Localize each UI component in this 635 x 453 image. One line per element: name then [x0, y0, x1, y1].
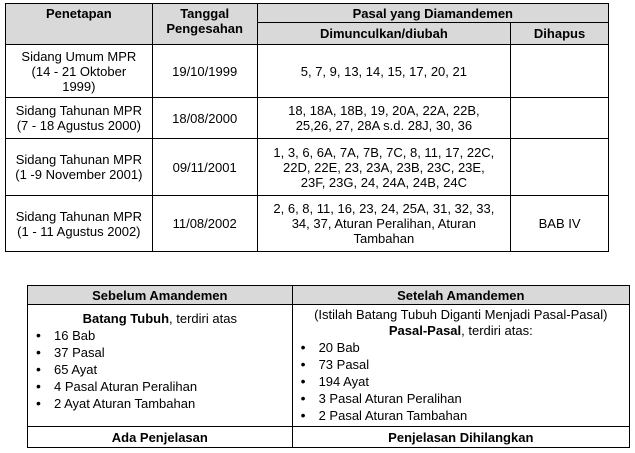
comparison-table [27, 285, 630, 448]
header-dimunculkan-diubah: Dimunculkan/diubah [257, 23, 511, 45]
table-row [6, 98, 609, 139]
before-lead [32, 311, 288, 327]
list-item: • 2 Ayat Aturan Tambahan [32, 395, 288, 412]
list-item: • 37 Pasal [32, 344, 288, 361]
after-list [297, 339, 625, 424]
cell-penetapan: Sidang Tahunan MPR (1 - 11 Agustus 2002) [6, 196, 153, 252]
list-item: • 20 Bab [297, 339, 625, 356]
cell-tanggal: 11/08/2002 [152, 196, 257, 252]
list-item: • 4 Pasal Aturan Peralihan [32, 378, 288, 395]
before-lead-rest: , terdiri atas [169, 311, 237, 326]
header-dihapus: Dihapus [511, 23, 609, 45]
cell-dimunculkan: 18, 18A, 18B, 19, 20A, 22A, 22B, 25,26, 27, 28A s.d. 28J, 30, 36 [257, 98, 511, 139]
list-item: • 73 Pasal [297, 356, 625, 373]
list-item: • 194 Ayat [297, 373, 625, 390]
cell-dimunculkan: 2, 6, 8, 11, 16, 23, 24, 25A, 31, 32, 33, 34, 37, Aturan Peralihan, Aturan Tambahan [257, 196, 511, 252]
header-setelah-amandemen: Setelah Amandemen [292, 286, 629, 305]
table-row [6, 45, 609, 98]
table-row [6, 196, 609, 252]
header-penetapan: Penetapan [6, 4, 153, 45]
after-lead-bold: Pasal-Pasal [388, 323, 462, 338]
list-item: • 65 Ayat [32, 361, 288, 378]
cell-tanggal: 19/10/1999 [152, 45, 257, 98]
before-list [32, 327, 288, 412]
list-item: • 2 Pasal Aturan Tambahan [297, 407, 625, 424]
cell-penetapan: Sidang Umum MPR (14 - 21 Oktober 1999) [6, 45, 153, 98]
header-pasal-diamandemen: Pasal yang Diamandemen [257, 4, 608, 23]
cell-penetapan: Sidang Tahunan MPR (7 - 18 Agustus 2000) [6, 98, 153, 139]
before-lead-bold: Batang Tubuh [82, 311, 170, 326]
cell-dihapus: BAB IV [511, 196, 609, 252]
before-footer: Ada Penjelasan [28, 427, 293, 448]
after-note: (Istilah Batang Tubuh Diganti Menjadi Pasal-Pasal) [314, 307, 608, 322]
cell-tanggal: 18/08/2000 [152, 98, 257, 139]
cell-tanggal: 09/11/2001 [152, 139, 257, 196]
list-item: • 3 Pasal Aturan Peralihan [297, 390, 625, 407]
header-sebelum-amandemen: Sebelum Amandemen [28, 286, 293, 305]
table-row [6, 139, 609, 196]
before-content [28, 305, 293, 427]
after-lead [297, 323, 625, 339]
list-item: • 16 Bab [32, 327, 288, 344]
cell-dimunculkan: 5, 7, 9, 13, 14, 15, 17, 20, 21 [257, 45, 511, 98]
cell-dimunculkan: 1, 3, 6, 6A, 7A, 7B, 7C, 8, 11, 17, 22C, 22D, 22E, 23, 23A, 23B, 23C, 23E, 23F, 23G, 24, 24A, 24B, 24C [257, 139, 511, 196]
cell-dihapus [511, 98, 609, 139]
amendment-table [5, 3, 609, 252]
cell-penetapan: Sidang Tahunan MPR (1 -9 November 2001) [6, 139, 153, 196]
cell-dihapus [511, 139, 609, 196]
header-tanggal-pengesahan: Tanggal Pengesahan [152, 4, 257, 45]
after-footer: Penjelasan Dihilangkan [292, 427, 629, 448]
after-lead-rest: , terdiri atas: [461, 323, 533, 338]
after-content [292, 305, 629, 427]
cell-dihapus [511, 45, 609, 98]
